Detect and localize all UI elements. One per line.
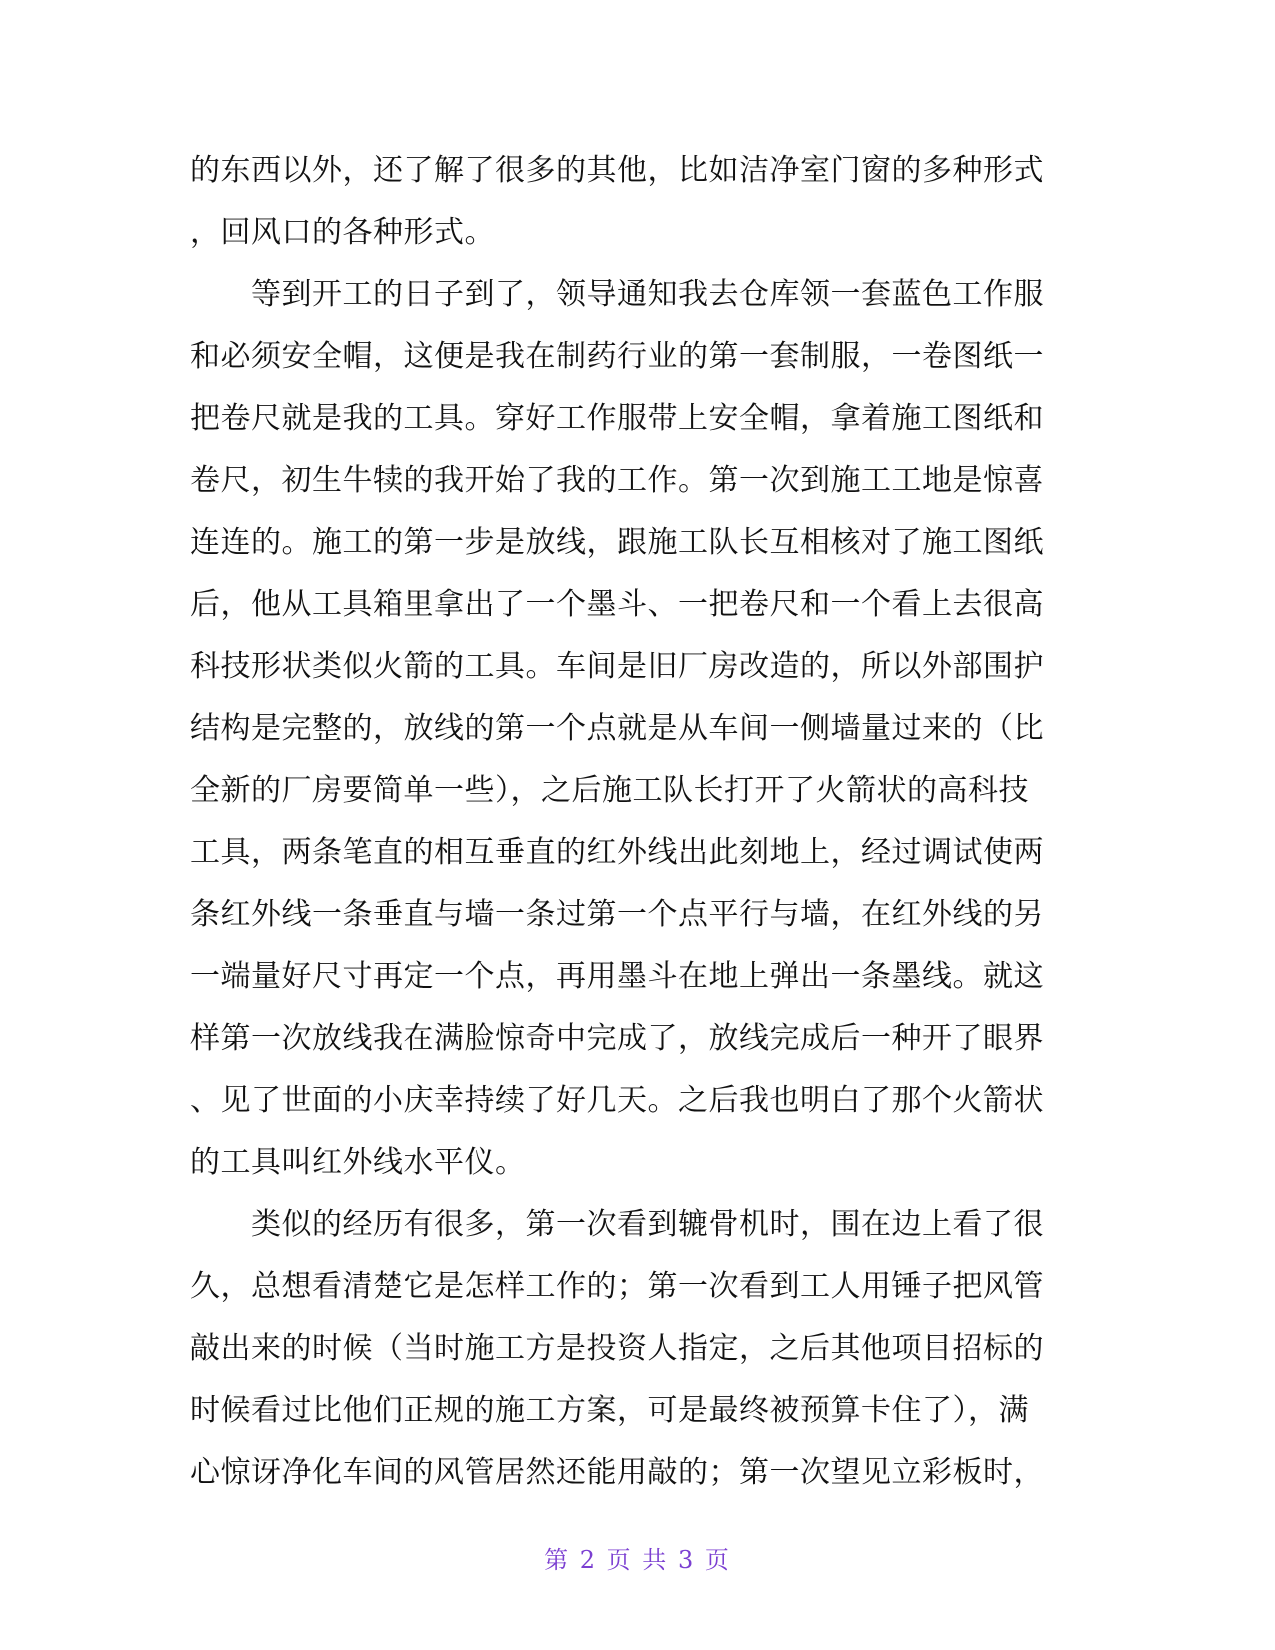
text-line: ，回风口的各种形式。: [190, 215, 495, 250]
text-line: 时候看过比他们正规的施工方案，可是最终被预算卡住了），满: [190, 1393, 1029, 1428]
paragraph-2: [190, 264, 1070, 1194]
text-line: 结构是完整的，放线的第一个点就是从车间一侧墙量过来的（比: [190, 711, 1044, 746]
text-line: 久，总想看清楚它是怎样工作的；第一次看到工人用锤子把风管: [190, 1269, 1044, 1304]
document-body: [190, 140, 1070, 1504]
paragraph-1: [190, 140, 1070, 264]
text-line: 等到开工的日子到了，领导通知我去仓库领一套蓝色工作服: [190, 277, 1044, 312]
text-line: 科技形状类似火箭的工具。车间是旧厂房改造的，所以外部围护: [190, 649, 1044, 684]
text-line: 把卷尺就是我的工具。穿好工作服带上安全帽，拿着施工图纸和: [190, 401, 1044, 436]
text-line: 条红外线一条垂直与墙一条过第一个点平行与墙，在红外线的另: [190, 897, 1044, 932]
text-line: 后，他从工具箱里拿出了一个墨斗、一把卷尺和一个看上去很高: [190, 587, 1044, 622]
text-line: 全新的厂房要简单一些），之后施工队长打开了火箭状的高科技: [190, 773, 1029, 808]
text-line: 类似的经历有很多，第一次看到辘骨机时，围在边上看了很: [190, 1207, 1044, 1242]
paragraph-3: [190, 1194, 1070, 1504]
text-line: 工具，两条笔直的相互垂直的红外线出此刻地上，经过调试使两: [190, 835, 1044, 870]
text-line: 和必须安全帽，这便是我在制药行业的第一套制服，一卷图纸一: [190, 339, 1044, 374]
text-line: 的东西以外，还了解了很多的其他，比如洁净室门窗的多种形式: [190, 153, 1044, 188]
text-line: 敲出来的时候（当时施工方是投资人指定，之后其他项目招标的: [190, 1331, 1044, 1366]
text-line: 卷尺，初生牛犊的我开始了我的工作。第一次到施工工地是惊喜: [190, 463, 1044, 498]
text-line: 心惊讶净化车间的风管居然还能用敲的；第一次望见立彩板时，: [190, 1455, 1044, 1490]
text-line: 一端量好尺寸再定一个点，再用墨斗在地上弹出一条墨线。就这: [190, 959, 1044, 994]
text-line: 样第一次放线我在满脸惊奇中完成了，放线完成后一种开了眼界: [190, 1021, 1044, 1056]
text-line: 、见了世面的小庆幸持续了好几天。之后我也明白了那个火箭状: [190, 1083, 1044, 1118]
text-line: 的工具叫红外线水平仪。: [190, 1145, 526, 1180]
text-line: 连连的。施工的第一步是放线，跟施工队长互相核对了施工图纸: [190, 525, 1044, 560]
page-number-footer: 第 2 页 共 3 页: [544, 1546, 731, 1574]
